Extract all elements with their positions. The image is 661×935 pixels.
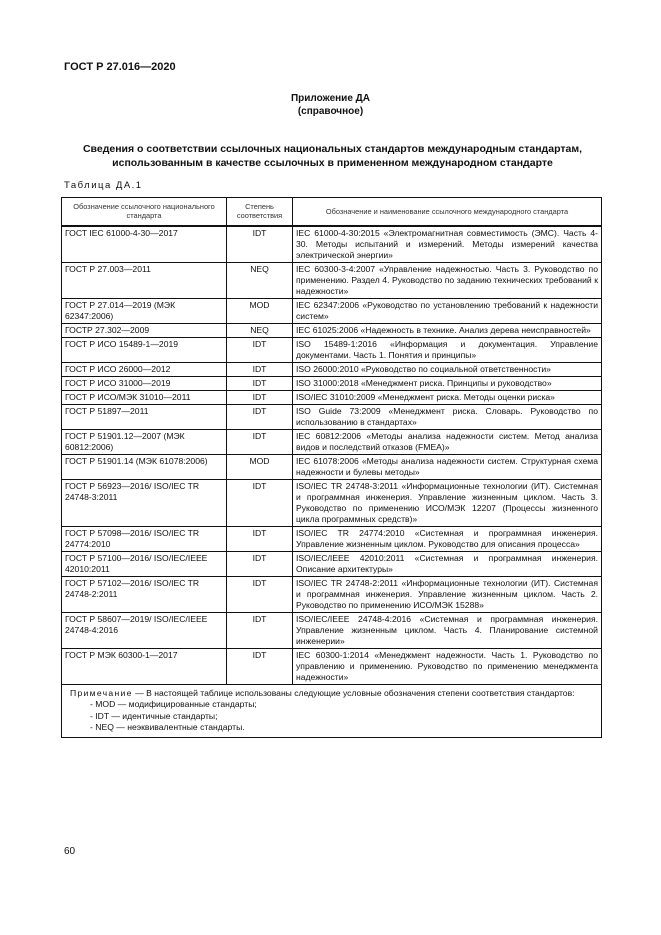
section-heading-line-2: использованным в качестве ссылочных в примененном международном стандарте	[112, 157, 553, 169]
degree-cell: IDT	[227, 376, 293, 390]
table-row	[62, 612, 602, 648]
column-header-national: Обозначение ссылочного национального стандарта	[62, 198, 227, 226]
international-standard-cell: IEC 61000-4-30:2015 «Электромагнитная совместимость (ЭМС). Часть 4-30. Методы испытаний и измерений. Методы измерений качества электрической энергии»	[293, 226, 602, 263]
page-number: 60	[64, 846, 76, 857]
national-standard-cell: ГОСТ IEC 61000-4-30—2017	[62, 226, 227, 263]
note-intro	[70, 688, 595, 700]
note-label: Примечание	[70, 687, 133, 698]
degree-cell: IDT	[227, 390, 293, 404]
national-standard-cell: ГОСТ Р ИСО/МЭК 31010—2011	[62, 390, 227, 404]
national-standard-cell: ГОСТ Р МЭК 60300-1—2017	[62, 648, 227, 684]
international-standard-cell: ISO/IEC 31010:2009 «Менеджмент риска. Методы оценки риска»	[293, 390, 602, 404]
international-standard-cell: IEC 60812:2006 «Методы анализа надежности систем. Метод анализа видов и последствий отказов (FMEA)»	[293, 429, 602, 454]
table-row	[62, 429, 602, 454]
national-standard-cell: ГОСТ Р ИСО 15489-1—2019	[62, 337, 227, 362]
international-standard-cell: IEC 61025:2006 «Надежность в технике. Анализ дерева неисправностей»	[293, 323, 602, 337]
table-row	[62, 337, 602, 362]
table-label: Таблица ДА.1	[64, 180, 143, 191]
international-standard-cell: ISO 15489-1:2016 «Информация и документация. Управление документами. Часть 1. Понятия и принципы»	[293, 337, 602, 362]
national-standard-cell: ГОСТ Р 58607—2019/ ISO/IEC/IEEE 24748-4:2016	[62, 612, 227, 648]
degree-cell: IDT	[227, 648, 293, 684]
table-row	[62, 576, 602, 612]
note-item: - MOD — модифицированные стандарты;	[90, 699, 257, 709]
note-text: — В настоящей таблице использованы следующие условные обозначения степени соответствия стандартов:	[132, 687, 575, 698]
international-standard-cell: ISO/IEC TR 24748-2:2011 «Информационные технологии (ИТ). Системная и программная инженерия. Управление жизненным циклом. Часть 2. Руководство по применению ИСО/МЭК 15288»	[293, 576, 602, 612]
international-standard-cell: IEC 60300-3-4:2007 «Управление надежностью. Часть 3. Руководство по применению. Раздел 4. Руководство по заданию технических требований к надежности»	[293, 262, 602, 298]
international-standard-cell: ISO Guide 73:2009 «Менеджмент риска. Словарь. Руководство по использованию в стандартах»	[293, 404, 602, 429]
national-standard-cell: ГОСТ Р 56923—2016/ ISO/IEC TR 24748-3:2011	[62, 479, 227, 526]
national-standard-cell: ГОСТ Р 51897—2011	[62, 404, 227, 429]
degree-cell: IDT	[227, 337, 293, 362]
degree-cell: IDT	[227, 362, 293, 376]
degree-cell: IDT	[227, 551, 293, 576]
national-standard-cell: ГОСТ Р 51901.14 (МЭК 61078:2006)	[62, 454, 227, 479]
international-standard-cell: ISO/IEC/IEEE 42010:2011 «Системная и программная инженерия. Описание архитектуры»	[293, 551, 602, 576]
table-row	[62, 323, 602, 337]
table-note	[62, 684, 602, 737]
degree-cell: MOD	[227, 298, 293, 323]
degree-cell: IDT	[227, 404, 293, 429]
note-item: - NEQ — неэквивалентные стандарты.	[90, 722, 245, 732]
table-row	[62, 298, 602, 323]
international-standard-cell: ISO/IEC/IEEE 24748-4:2016 «Системная и программная инженерия. Управление жизненным циклом. Часть 4. Планирование системной инженерии»	[293, 612, 602, 648]
table-row	[62, 404, 602, 429]
table-row	[62, 226, 602, 263]
international-standard-cell: IEC 61078:2006 «Методы анализа надежности систем. Структурная схема надежности и булевы методы»	[293, 454, 602, 479]
table-row	[62, 362, 602, 376]
national-standard-cell: ГОСТ Р ИСО 31000—2019	[62, 376, 227, 390]
section-heading-line-1: Сведения о соответствии ссылочных национальных стандартов международным стандартам,	[82, 143, 583, 155]
table-row	[62, 262, 602, 298]
international-standard-cell: ISO 31000:2018 «Менеджмент риска. Принципы и руководство»	[293, 376, 602, 390]
international-standard-cell: ISO/IEC TR 24748-3:2011 «Информационные технологии (ИТ). Системная и программная инженерия. Управление жизненным циклом. Часть 3. Руководство по применению ИСО/МЭК 12207 (Процессы жизненного цикла программных средств)»	[293, 479, 602, 526]
table-row	[62, 526, 602, 551]
table-header-row	[62, 198, 602, 226]
international-standard-cell: IEC 60300-1:2014 «Менеджмент надежности. Часть 1. Руководство по управлению и применению. Руководство по применению менеджмента надежности»	[293, 648, 602, 684]
national-standard-cell: ГОСТ Р 57100—2016/ ISO/IEC/IEEE 42010:2011	[62, 551, 227, 576]
national-standard-cell: ГОСТ Р ИСО 26000—2012	[62, 362, 227, 376]
degree-cell: IDT	[227, 576, 293, 612]
table-row	[62, 648, 602, 684]
international-standard-cell: ISO/IEC TR 24774:2010 «Системная и программная инженерия. Управление жизненным циклом. Руководство для описания процесса»	[293, 526, 602, 551]
degree-cell: IDT	[227, 429, 293, 454]
correspondence-table	[61, 197, 602, 738]
table-row	[62, 454, 602, 479]
national-standard-cell: ГОСТ Р 57102—2016/ ISO/IEC TR 24748-2:2011	[62, 576, 227, 612]
table-row	[62, 551, 602, 576]
international-standard-cell: ISO 26000:2010 «Руководство по социальной ответственности»	[293, 362, 602, 376]
national-standard-cell: ГОСТ Р 57098—2016/ ISO/IEC TR 24774:2010	[62, 526, 227, 551]
table-note-row	[62, 684, 602, 737]
appendix-subtitle: (справочное)	[297, 106, 364, 117]
national-standard-cell: ГОСТ Р 27.014—2019 (МЭК 62347:2006)	[62, 298, 227, 323]
degree-cell: MOD	[227, 454, 293, 479]
column-header-international: Обозначение и наименование ссылочного международного стандарта	[293, 198, 602, 226]
document-code: ГОСТ Р 27.016—2020	[64, 61, 176, 73]
note-item: - IDT — идентичные стандарты;	[90, 710, 218, 721]
national-standard-cell: ГОСТ Р 27.003—2011	[62, 262, 227, 298]
table-row	[62, 479, 602, 526]
table-row	[62, 390, 602, 404]
degree-cell: NEQ	[227, 262, 293, 298]
column-header-degree: Степень соответствия	[227, 198, 293, 226]
appendix-block	[0, 92, 661, 118]
degree-cell: IDT	[227, 612, 293, 648]
section-heading	[60, 142, 605, 170]
international-standard-cell: IEC 62347:2006 «Руководство по установлению требований к надежности систем»	[293, 298, 602, 323]
national-standard-cell: ГОСТР 27.302—2009	[62, 323, 227, 337]
degree-cell: IDT	[227, 226, 293, 263]
appendix-title: Приложение ДА	[290, 93, 371, 104]
degree-cell: NEQ	[227, 323, 293, 337]
degree-cell: IDT	[227, 526, 293, 551]
table-row	[62, 376, 602, 390]
national-standard-cell: ГОСТ Р 51901.12—2007 (МЭК 60812:2006)	[62, 429, 227, 454]
degree-cell: IDT	[227, 479, 293, 526]
